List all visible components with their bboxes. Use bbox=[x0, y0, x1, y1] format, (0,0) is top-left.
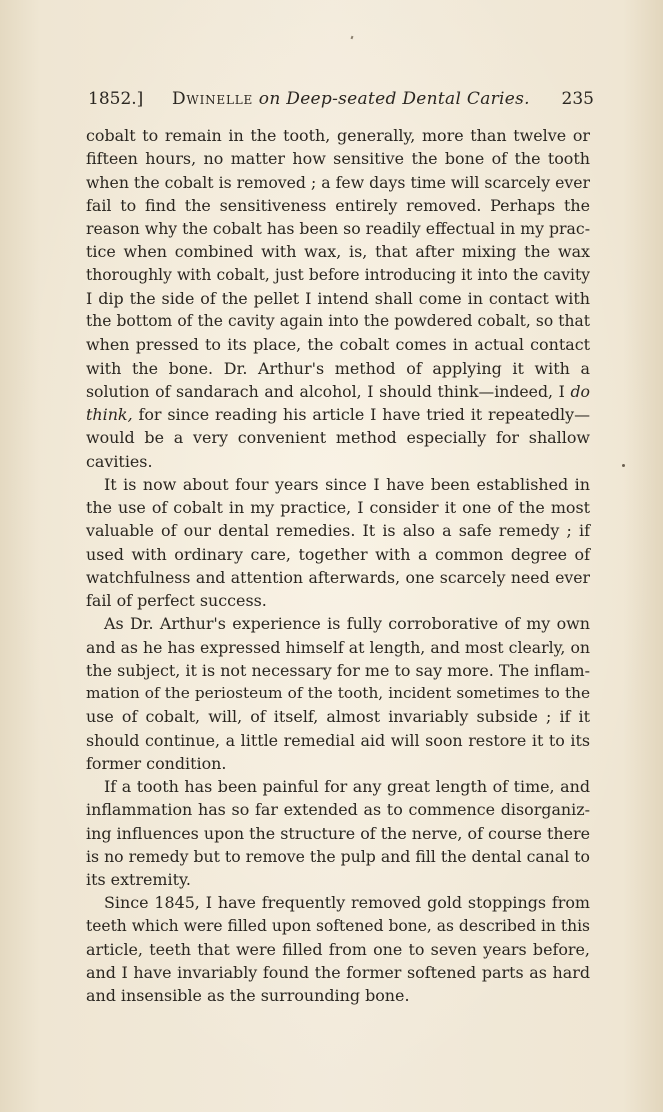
page-number: 235 bbox=[561, 89, 594, 109]
text-line: fifteen hours, no matter how sensitive the bone of the tooth bbox=[86, 149, 590, 169]
text-line: reason why the cobalt has been so readily effectual in my prac- bbox=[86, 219, 590, 238]
paragraph-first-line: As Dr. Arthur's experience is fully corroborative of my own bbox=[104, 614, 590, 634]
text-line: thoroughly with cobalt, just before introducing it into the cavity bbox=[86, 265, 590, 284]
text-line: cavities. bbox=[86, 451, 153, 471]
text-line: teeth which were filled upon softened bone, as described in this bbox=[86, 916, 590, 935]
text-line: fail of perfect success. bbox=[86, 591, 267, 610]
text-line: would be a very convenient method especially for shallow bbox=[86, 428, 590, 448]
text-line: and insensible as the surrounding bone. bbox=[86, 986, 410, 1006]
italic-word: think, bbox=[86, 405, 133, 424]
text-line: cobalt to remain in the tooth, generally, more than twelve or bbox=[86, 126, 590, 145]
text-line: article, teeth that were filled from one to seven years before, bbox=[86, 939, 590, 959]
paragraph-first-line: Since 1845, I have frequently removed gold stoppings from bbox=[104, 893, 590, 913]
text-line: valuable of our dental remedies. It is also a safe remedy ; if bbox=[86, 521, 590, 541]
text-line: the subject, it is not necessary for me to say more. The inflam- bbox=[86, 660, 590, 680]
paragraph-first-line: It is now about four years since I have been established in bbox=[104, 474, 590, 494]
text-line: mation of the periosteum of the tooth, incident sometimes to the bbox=[86, 684, 590, 702]
paragraph-first-line: If a tooth has been painful for any great length of time, and bbox=[104, 777, 590, 796]
text-line: former condition. bbox=[86, 753, 227, 773]
text-line: the bottom of the cavity again into the powdered cobalt, so that bbox=[86, 312, 590, 330]
body-text bbox=[86, 124, 590, 1008]
text-line: is no remedy but to remove the pulp and fill the dental canal to bbox=[86, 846, 590, 866]
text-line: inflammation has so far extended as to commence disorganiz- bbox=[86, 800, 590, 820]
text-line: ing influences upon the structure of the nerve, of course there bbox=[86, 823, 590, 843]
text-segment: for since reading his article I have tried it repeatedly— bbox=[138, 405, 590, 424]
text-line: watchfulness and attention afterwards, one scarcely need ever bbox=[86, 567, 590, 587]
text-line: use of cobalt, will, of itself, almost invariably subside ; if it bbox=[86, 707, 590, 727]
running-title bbox=[172, 86, 530, 112]
header-year: 1852.] bbox=[88, 89, 144, 109]
text-line: fail to find the sensitiveness entirely removed. Perhaps the bbox=[86, 195, 590, 215]
header-author: Dwinelle bbox=[172, 89, 254, 109]
text-line bbox=[86, 380, 590, 403]
text-line: the use of cobalt in my practice, I consider it one of the most bbox=[86, 498, 590, 517]
text-line: used with ordinary care, together with a common degree of bbox=[86, 544, 590, 564]
paper-speck bbox=[351, 36, 354, 40]
text-line: its extremity. bbox=[86, 870, 191, 889]
header-title: on Deep-seated Dental Caries. bbox=[258, 89, 530, 109]
text-segment: solution of sandarach and alcohol, I should think—indeed, I bbox=[86, 381, 565, 401]
text-line bbox=[86, 403, 590, 426]
text-line: should continue, a little remedial aid will soon restore it to its bbox=[86, 730, 590, 750]
text-line: tice when combined with wax, is, that after mixing the wax bbox=[86, 242, 590, 262]
text-line: when pressed to its place, the cobalt comes in actual contact bbox=[86, 335, 590, 355]
italic-word: do bbox=[570, 381, 590, 401]
text-line: with the bone. Dr. Arthur's method of applying it with a bbox=[86, 358, 590, 378]
text-line: I dip the side of the pellet I intend shall come in contact with bbox=[86, 288, 590, 308]
text-line: and I have invariably found the former softened parts as hard bbox=[86, 963, 590, 982]
running-header bbox=[88, 86, 594, 112]
paper-speck bbox=[622, 464, 625, 467]
text-line: when the cobalt is removed ; a few days time will scarcely ever bbox=[86, 172, 590, 192]
text-line: and as he has expressed himself at length, and most clearly, on bbox=[86, 637, 590, 657]
